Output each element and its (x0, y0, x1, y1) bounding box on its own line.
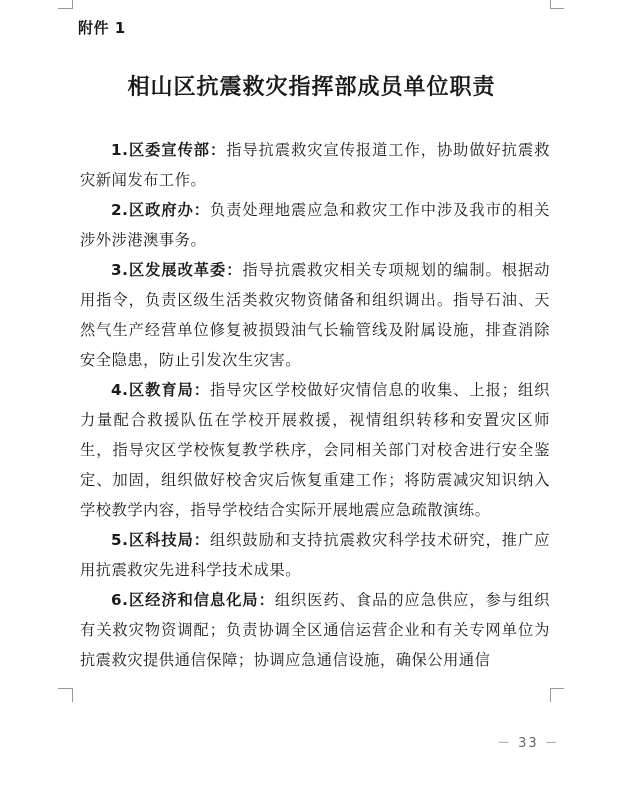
department-name: 区政府办： (128, 201, 211, 219)
duty-text: 负责处理地震应急和救灾工作中涉及我市的相关涉外涉港澳事务。 (80, 201, 550, 249)
crop-mark-bottom-right-vertical (550, 688, 551, 702)
duty-paragraph-6 (80, 585, 550, 675)
duty-text: 指导抗震救灾宣传报道工作，协助做好抗震救灾新闻发布工作。 (80, 141, 550, 189)
crop-mark-top-left (58, 8, 72, 9)
duty-text: 指导抗震救灾相关专项规划的编制。根据动用指令，负责区级生活类救灾物资储备和组织调出。指导石油、天然气生产经营单位修复被损毁油气长输管线及附属设施，排查消除安全隐患，防止引发次生灾害。 (80, 261, 550, 369)
department-name: 区发展改革委： (128, 261, 243, 279)
paragraph-number: 2. (111, 201, 129, 219)
crop-mark-top-right (550, 8, 564, 9)
document-title: 相山区抗震救灾指挥部成员单位职责 (127, 75, 496, 100)
duty-text: 指导灾区学校做好灾情信息的收集、上报；组织力量配合救援队伍在学校开展救援，视情组织转移和安置灾区师生，指导灾区学校恢复教学秩序，会同相关部门对校舍进行安全鉴定、加固，组织做好校舍灾后恢复重建工作；将防震减灾知识纳入学校教学内容，指导学校结合实际开展地震应急疏散演练。 (80, 381, 550, 519)
department-name: 区经济和信息化局： (128, 591, 275, 609)
duty-paragraph-2 (80, 195, 550, 255)
crop-mark-top-right-vertical (550, 0, 551, 9)
page-number: － 33 － (497, 736, 560, 751)
duty-text: 组织医药、食品的应急供应，参与组织有关救灾物资调配；负责协调全区通信运营企业和有关专网单位为抗震救灾提供通信保障；协调应急通信设施，确保公用通信 (80, 591, 550, 669)
duty-paragraph-1 (80, 135, 550, 195)
department-name: 区科技局： (128, 531, 211, 549)
paragraph-number: 4. (111, 381, 129, 399)
paragraph-number: 5. (111, 531, 129, 549)
department-name: 区教育局： (128, 381, 211, 399)
crop-mark-bottom-left-vertical (72, 688, 73, 702)
crop-mark-top-left-vertical (72, 0, 73, 9)
document-body (80, 135, 550, 675)
duty-paragraph-3 (80, 255, 550, 375)
duty-paragraph-5 (80, 525, 550, 585)
paragraph-number: 1. (111, 141, 129, 159)
crop-mark-bottom-right (550, 688, 564, 689)
department-name: 区委宣传部： (128, 141, 227, 159)
attachment-label: 附件 1 (78, 19, 126, 37)
duty-text: 组织鼓励和支持抗震救灾科学技术研究，推广应用抗震救灾先进科学技术成果。 (80, 531, 550, 579)
duty-paragraph-4 (80, 375, 550, 525)
crop-mark-bottom-left (58, 688, 72, 689)
paragraph-number: 6. (111, 591, 129, 609)
paragraph-number: 3. (111, 261, 129, 279)
